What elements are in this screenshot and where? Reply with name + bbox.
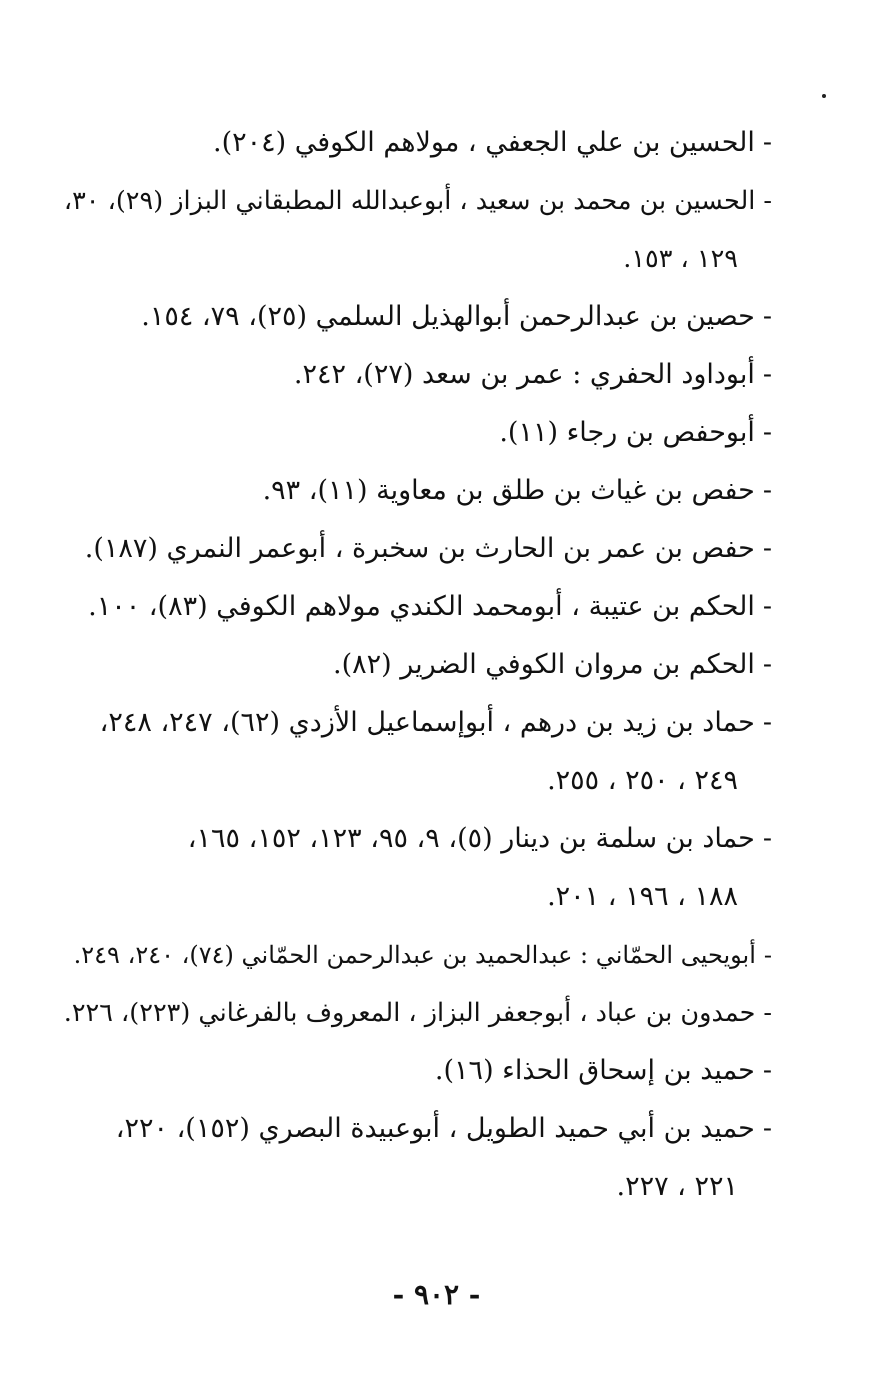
entry-continuation: ٢٤٩ ، ٢٥٠ ، ٢٥٥. xyxy=(547,765,738,796)
print-speck xyxy=(822,94,826,98)
entry-text: حمدون بن عباد ، أبوجعفر البزاز ، المعروف بالفرغاني (٢٢٣)، ٢٢٦. xyxy=(63,998,756,1028)
index-entry xyxy=(60,1042,772,1100)
entry-text: أبوحفص بن رجاء (١١). xyxy=(499,417,755,448)
entry-text: حفص بن عمر بن الحارث بن سخبرة ، أبوعمر النمري (١٨٧). xyxy=(84,533,755,564)
entry-text: الحسين بن محمد بن سعيد ، أبوعبدالله المطبقاني البزاز (٢٩)، ٣٠، xyxy=(63,186,756,216)
entry-text: حماد بن زيد بن درهم ، أبوإسماعيل الأزدي (٦٢)، ٢٤٧، ٢٤٨، xyxy=(99,707,755,738)
index-entries xyxy=(60,114,772,1216)
index-entry xyxy=(60,346,772,404)
index-entry xyxy=(60,636,772,694)
index-entry xyxy=(60,462,772,520)
entry-dash: - xyxy=(762,301,772,332)
index-entry xyxy=(60,926,772,984)
entry-dash: - xyxy=(762,649,772,680)
index-entry xyxy=(60,984,772,1042)
entry-text: حماد بن سلمة بن دينار (٥)، ٩، ٩٥، ١٢٣، ١٥٢، ١٦٥، xyxy=(187,823,755,854)
index-entry xyxy=(60,114,772,172)
entry-dash: - xyxy=(762,475,772,506)
entry-continuation: ١٨٨ ، ١٩٦ ، ٢٠١. xyxy=(547,881,738,912)
entry-text: الحسين بن علي الجعفي ، مولاهم الكوفي (٢٠٤). xyxy=(212,127,755,158)
entry-dash: - xyxy=(762,417,772,448)
index-entry xyxy=(60,288,772,346)
entry-text: حميد بن إسحاق الحذاء (١٦). xyxy=(434,1055,755,1086)
entry-dash: - xyxy=(762,823,772,854)
entry-dash: - xyxy=(762,1113,772,1144)
entry-text: حفص بن غياث بن طلق بن معاوية (١١)، ٩٣. xyxy=(262,475,755,506)
entry-text: الحكم بن عتيبة ، أبومحمد الكندي مولاهم الكوفي (٨٣)، ١٠٠. xyxy=(88,591,755,622)
index-entry xyxy=(60,694,772,810)
entry-dash: - xyxy=(763,941,772,969)
entry-dash: - xyxy=(762,591,772,622)
index-entry xyxy=(60,810,772,926)
index-entry xyxy=(60,578,772,636)
page-number: - ٩٠٢ - xyxy=(392,1278,481,1311)
entry-dash: - xyxy=(762,359,772,390)
entry-text: حصين بن عبدالرحمن أبوالهذيل السلمي (٢٥)، ٧٩، ١٥٤. xyxy=(141,301,755,332)
entry-dash: - xyxy=(762,1055,772,1086)
entry-text: الحكم بن مروان الكوفي الضرير (٨٢). xyxy=(333,649,755,680)
index-entry xyxy=(60,404,772,462)
entry-dash: - xyxy=(762,707,772,738)
entry-text: أبويحيى الحمّاني : عبدالحميد بن عبدالرحمن الحمّاني (٧٤)، ٢٤٠، ٢٤٩. xyxy=(73,941,756,969)
index-entry xyxy=(60,172,772,288)
entry-dash: - xyxy=(763,186,772,216)
entry-dash: - xyxy=(763,998,772,1028)
entry-continuation: ٢٢١ ، ٢٢٧. xyxy=(616,1171,738,1202)
entry-dash: - xyxy=(762,127,772,158)
entry-dash: - xyxy=(762,533,772,564)
index-entry xyxy=(60,520,772,578)
entry-text: أبوداود الحفري : عمر بن سعد (٢٧)، ٢٤٢. xyxy=(293,359,755,390)
entry-continuation: ١٢٩ ، ١٥٣. xyxy=(623,244,738,274)
entry-text: حميد بن أبي حميد الطويل ، أبوعبيدة البصري (١٥٢)، ٢٢٠، xyxy=(115,1113,755,1144)
index-entry xyxy=(60,1100,772,1216)
